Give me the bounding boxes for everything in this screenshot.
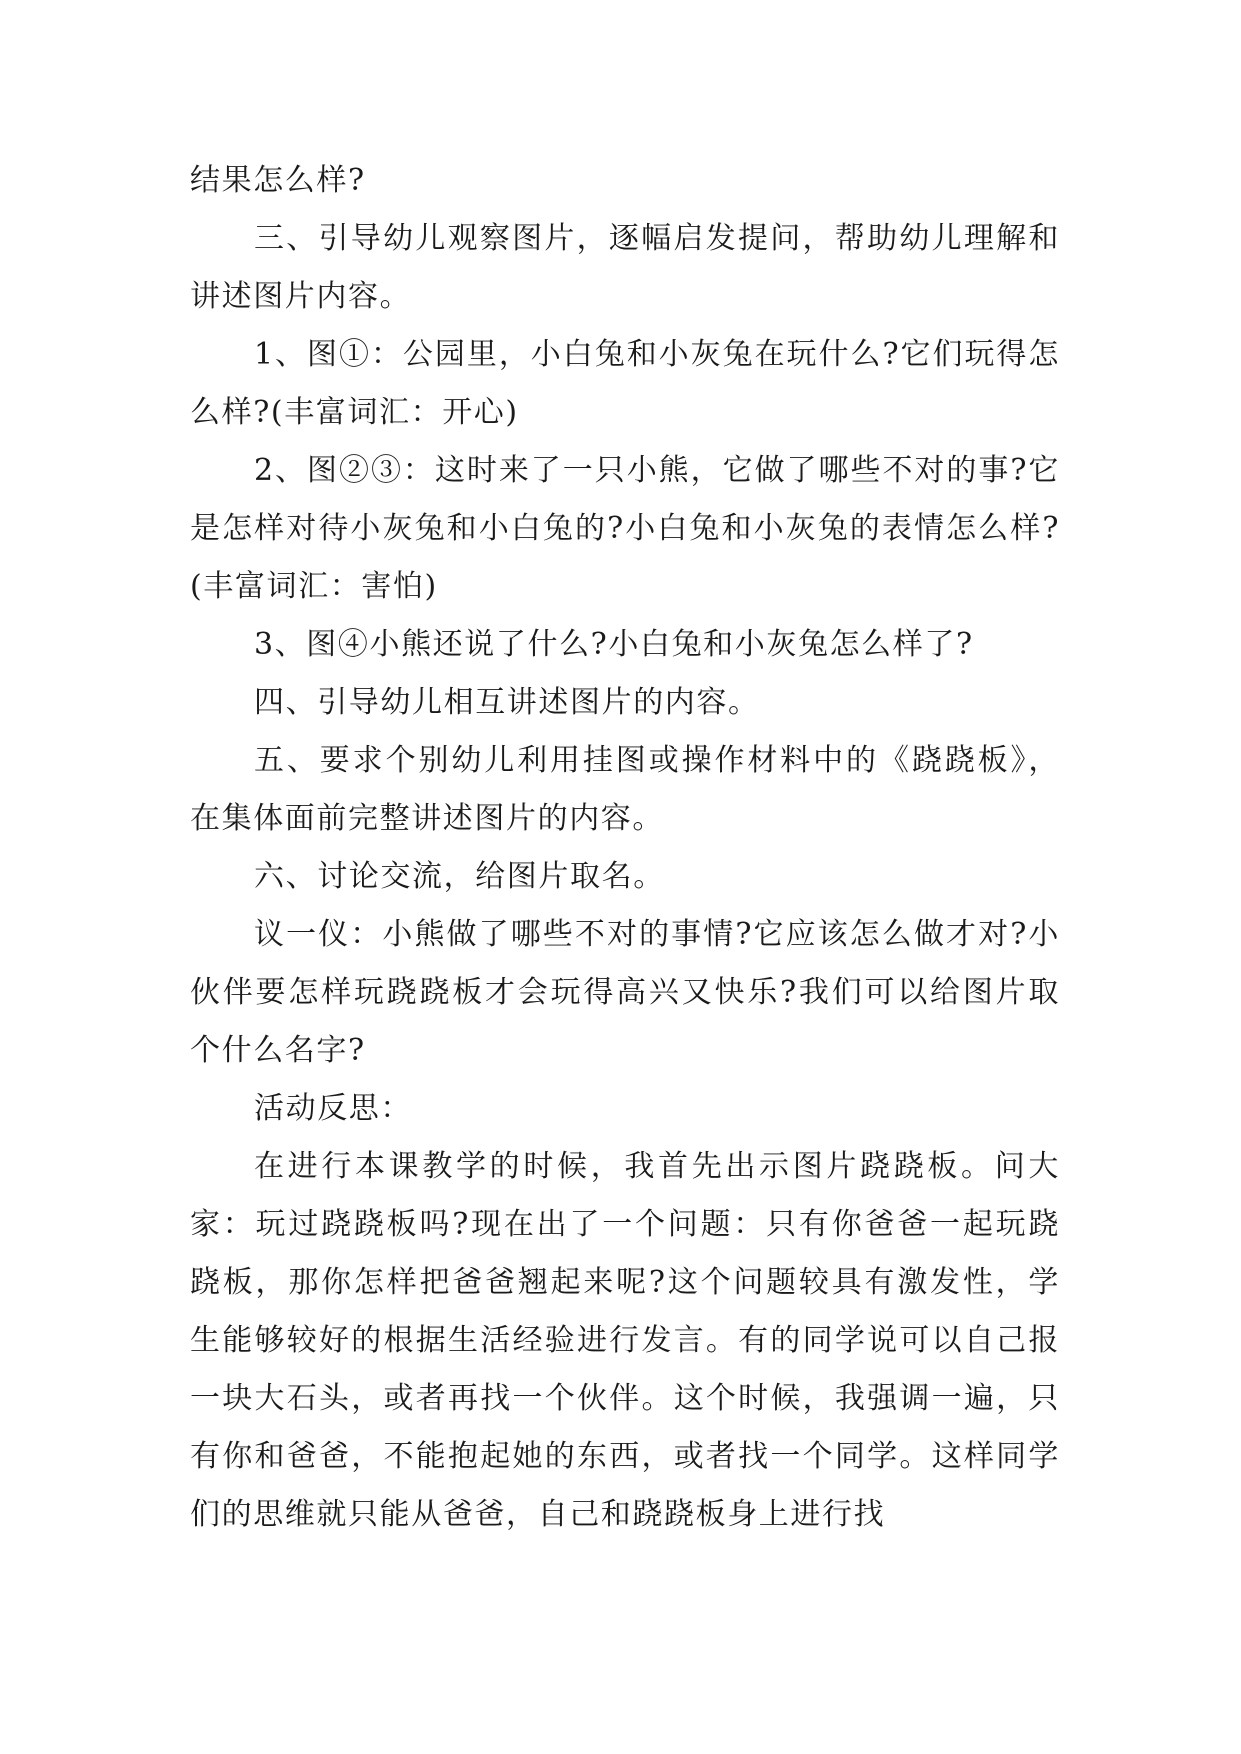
document-body	[190, 152, 1060, 1544]
paragraph: 结果怎么样?	[190, 163, 366, 198]
paragraph-reflection-heading: 活动反思：	[254, 1091, 412, 1126]
paragraph-section-6: 六、讨论交流，给图片取名。	[254, 859, 665, 894]
paragraph-step-3: 3、图④小熊还说了什么?小白兔和小灰兔怎么样了?	[254, 627, 974, 662]
paragraph-section-4: 四、引导幼儿相互讲述图片的内容。	[254, 685, 760, 720]
paragraph-step-1: 1、图①：公园里，小白兔和小灰兔在玩什么?它们玩得怎么样?(丰富词汇：开心)	[190, 337, 1060, 430]
paragraph-section-5: 五、要求个别幼儿利用挂图或操作材料中的《跷跷板》，在集体面前完整讲述图片的内容。	[190, 743, 1060, 836]
paragraph-section-3: 三、引导幼儿观察图片，逐幅启发提问，帮助幼儿理解和讲述图片内容。	[190, 221, 1060, 314]
paragraph-discussion: 议一仪：小熊做了哪些不对的事情?它应该怎么做才对?小伙伴要怎样玩跷跷板才会玩得高兴又快乐?我们可以给图片取个什么名字?	[190, 917, 1060, 1068]
paragraph-step-2: 2、图②③：这时来了一只小熊，它做了哪些不对的事?它是怎样对待小灰兔和小白兔的?小白兔和小灰兔的表情怎么样?(丰富词汇：害怕)	[190, 453, 1060, 604]
paragraph-reflection-body: 在进行本课教学的时候，我首先出示图片跷跷板。问大家：玩过跷跷板吗?现在出了一个问题：只有你爸爸一起玩跷跷板，那你怎样把爸爸翘起来呢?这个问题较具有激发性，学生能够较好的根据生活经验进行发言。有的同学说可以自己报一块大石头，或者再找一个伙伴。这个时候，我强调一遍，只有你和爸爸，不能抱起她的东西，或者找一个同学。这样同学们的思维就只能从爸爸，自己和跷跷板身上进行找	[190, 1149, 1060, 1532]
